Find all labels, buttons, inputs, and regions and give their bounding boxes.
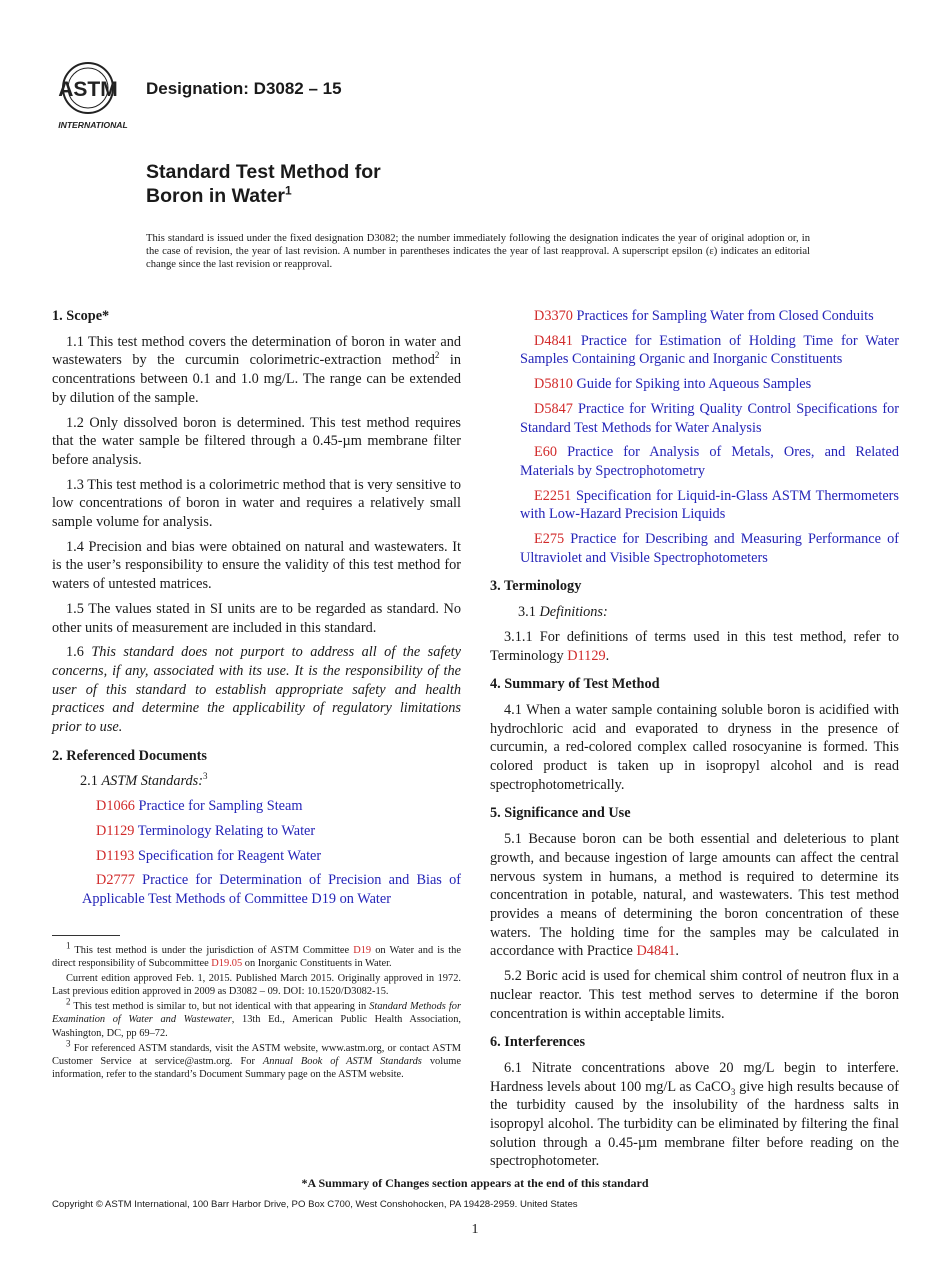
paragraph-4-1: 4.1 When a water sample containing soluble boron is acidified with hydrochloric acid and evaporated to dryness in the presence of curcumin, a red-colored complex called rosocyanine is formed. This colored product is taken up in isopropyl alcohol and is read spectrophotometrically. xyxy=(490,701,899,793)
footnote-3-book-title: Annual Book of ASTM Standards xyxy=(262,1055,422,1067)
p1-1-text-b: in concentrations between 0.1 and 1.0 mg/L. The range can be extended by dilution of the sample. xyxy=(52,352,461,406)
p5-1-text-a: 5.1 Because boron can be both essential and deleterious to plant growth, and because ingestion of large amounts can affect the central nervous system in humans, a method is required to determine its concentration in potable, natural, and wastewaters. This test method provides a means of determining the boron concentration of these waters. The holding time for the samples may be calculated in accordance with Practice xyxy=(490,831,899,960)
practice-link[interactable]: D4841 xyxy=(636,943,676,960)
reference-code[interactable]: D1193 xyxy=(96,847,135,864)
left-column xyxy=(52,307,461,915)
footnote-2-text-b: , 13th Ed., American Public Health Association, Washington, DC, pp 69–72. xyxy=(52,1014,461,1039)
paragraph-5-2: 5.2 Boric acid is used for chemical shim control of neutron flux in a nuclear reactor. This test method serves to determine if the boron concentration is within acceptable limits. xyxy=(490,968,899,1022)
reference-item[interactable] xyxy=(490,443,899,480)
astm-logo-icon xyxy=(52,58,134,132)
paragraph-6-1 xyxy=(490,1059,899,1171)
section-heading-significance: 5. Significance and Use xyxy=(490,805,631,822)
reference-item[interactable] xyxy=(490,400,899,437)
p3-1-1-text-b: . xyxy=(605,647,610,664)
footnote-divider xyxy=(52,935,120,936)
reference-code[interactable]: D5810 xyxy=(534,376,573,393)
footnote-2-source-title: Standard Methods for Examination of Water and Wastewater xyxy=(52,1001,461,1026)
title-footnote-mark[interactable]: 1 xyxy=(285,183,292,198)
footnote-2-text-a: This test method is similar to, but not identical with that appearing in xyxy=(70,1001,370,1013)
title-line-2-text: Boron in Water xyxy=(146,185,286,207)
copyright: Copyright © ASTM International, 100 Barr Harbor Drive, PO Box C700, West Conshohocken, PA 19428-2959. United States xyxy=(52,1199,578,1210)
document-title xyxy=(146,160,381,208)
section-heading-interferences: 6. Interferences xyxy=(490,1034,586,1051)
p1-6-num: 1.6 xyxy=(66,644,92,661)
paragraph-1-2: 1.2 Only dissolved boron is determined. This test method requires that the water sample be filtered through a 0.45-µm membrane filter before analysis. xyxy=(52,414,461,468)
p5-1-text-b: . xyxy=(675,943,679,960)
p6-1-text-b: give high results because of the turbidity caused by the insolubility of the hardness salts in isopropyl alcohol. The turbidity can be eliminated by filtering the final solution through a 0.45-µm membrane filter before reading on the spectrophotometer. xyxy=(490,1078,899,1170)
title-line-1: Standard Test Method for xyxy=(146,161,381,183)
section-heading-referenced-documents: 2. Referenced Documents xyxy=(52,747,207,764)
reference-title[interactable]: Practice for Describing and Measuring Performance of Ultraviolet and Visible Spectrophotometers xyxy=(520,531,899,566)
astm-logo xyxy=(52,58,134,132)
reference-item[interactable] xyxy=(52,847,461,866)
paragraph-1-4: 1.4 Precision and bias were obtained on natural and wastewaters. It is the user’s responsibility to ensure the validity of this test method for waters of untested matrices. xyxy=(52,538,461,593)
reference-code[interactable]: D1066 xyxy=(96,798,135,815)
designation: Designation: D3082 – 15 xyxy=(146,79,342,98)
footnote-ref-3[interactable]: 3 xyxy=(203,771,208,782)
paragraph-3-1-1 xyxy=(490,628,899,665)
subsection-3-1 xyxy=(490,603,899,622)
footnote-1-mark: 1 xyxy=(66,940,71,951)
footnote-1-text-b: on Water and is the direct responsibility of Subcommittee xyxy=(52,945,461,970)
reference-item[interactable] xyxy=(490,530,899,567)
reference-title[interactable]: Practice for Writing Quality Control Specifications for Standard Test Methods for Water Analysis xyxy=(520,400,899,436)
sub-3-1-num: 3.1 xyxy=(518,604,540,621)
p6-1-subscript: 3 xyxy=(730,1086,736,1097)
page-number: 1 xyxy=(471,1222,479,1237)
sub-3-1-label: Definitions: xyxy=(539,604,608,621)
footnote-1-text-a: This test method is under the jurisdiction of ASTM Committee xyxy=(70,945,354,956)
reference-title[interactable]: Practice for Analysis of Metals, Ores, and Related Materials by Spectrophotometry xyxy=(520,444,899,479)
reference-code[interactable]: D2777 xyxy=(96,872,135,889)
title-line-2 xyxy=(146,184,381,208)
p6-1-text-a: 6.1 Nitrate concentrations above 20 mg/L begin to interfere. Hardness levels about 100 mg/L as CaCO xyxy=(490,1059,899,1095)
paragraph-5-1 xyxy=(490,830,899,961)
paragraph-1-5: 1.5 The values stated in SI units are to be regarded as standard. No other units of measurement are included in this standard. xyxy=(52,600,461,636)
section-heading-summary: 4. Summary of Test Method xyxy=(490,676,660,693)
section-heading-scope: 1. Scope* xyxy=(52,308,110,324)
reference-code[interactable]: D3370 xyxy=(534,308,573,324)
subsection-2-1 xyxy=(52,772,461,791)
summary-of-changes-note: *A Summary of Changes section appears at the end of this standard xyxy=(301,1176,649,1190)
footnote-3 xyxy=(52,1038,461,1081)
paragraph-1-6 xyxy=(52,643,461,737)
footnote-3-mark: 3 xyxy=(66,1038,71,1049)
reference-title[interactable]: Practice for Estimation of Holding Time for Water Samples Containing Organic and Inorganic Constituents xyxy=(520,332,900,368)
p1-1-text-a: 1.1 This test method covers the determination of boron in water and wastewaters by the curcumin colorimetric-extraction method xyxy=(52,333,461,369)
footnotes xyxy=(52,940,461,1083)
p3-1-1-text-a: 3.1.1 For definitions of terms used in this test method, refer to Terminology xyxy=(490,628,899,664)
committee-link[interactable]: D19 xyxy=(353,945,372,956)
reference-item[interactable] xyxy=(52,822,461,841)
reference-item[interactable] xyxy=(52,871,461,908)
reference-title[interactable]: Specification for Liquid-in-Glass ASTM Thermometers with Low-Hazard Precision Liquids xyxy=(520,487,899,523)
reference-item[interactable] xyxy=(490,375,899,394)
reference-item[interactable] xyxy=(490,307,899,326)
footnote-2-mark: 2 xyxy=(66,996,71,1007)
terminology-link[interactable]: D1129 xyxy=(567,647,606,664)
section-heading-terminology: 3. Terminology xyxy=(490,578,582,595)
logo-text: ASTM xyxy=(58,78,118,101)
sub-2-1-num: 2.1 xyxy=(80,773,102,790)
footnote-1 xyxy=(52,940,461,970)
footnote-1-text-c: on Inorganic Constituents in Water. xyxy=(242,958,392,970)
footnote-1-edition: Current edition approved Feb. 1, 2015. Published March 2015. Originally approved in 1972. Last previous edition approved in 2009 as D3082 – 09. DOI: 10.1520/D3082-15. xyxy=(52,973,461,998)
reference-code[interactable]: E275 xyxy=(534,531,565,548)
paragraph-1-1 xyxy=(52,333,461,408)
issuance-notice: This standard is issued under the fixed designation D3082; the number immediately following the designation indicates the year of original adoption or, in the case of revision, the year of last revision. A number in parentheses indicates the year of last reapproval. A superscript epsilon (ε) indicates an editorial change since the last revision or reapproval. xyxy=(146,233,810,271)
footnote-ref-2[interactable]: 2 xyxy=(434,350,440,361)
paragraph-1-3: 1.3 This test method is a colorimetric method that is very sensitive to low concentrations of boron in water and requires a relatively small sample volume for analysis. xyxy=(52,476,461,531)
reference-item[interactable] xyxy=(490,487,899,524)
reference-code[interactable]: E2251 xyxy=(534,487,572,504)
reference-title[interactable]: Guide for Spiking into Aqueous Samples xyxy=(576,376,812,393)
right-column xyxy=(490,307,899,1177)
reference-code[interactable]: D4841 xyxy=(534,332,573,349)
reference-item[interactable] xyxy=(490,332,899,369)
reference-code[interactable]: D5847 xyxy=(534,400,573,417)
footnote-3-text-a: For referenced ASTM standards, visit the ASTM website, www.astm.org, or contact ASTM Customer Service at service@astm.org. For xyxy=(52,1042,461,1067)
reference-code[interactable]: D1129 xyxy=(96,822,135,839)
subcommittee-link[interactable]: D19.05 xyxy=(211,958,243,970)
reference-title[interactable]: Terminology Relating to Water xyxy=(137,822,316,839)
sub-2-1-label: ASTM Standards: xyxy=(101,773,203,790)
footnote-2 xyxy=(52,996,461,1039)
reference-item[interactable] xyxy=(52,797,461,816)
reference-title[interactable]: Practice for Sampling Steam xyxy=(138,798,303,815)
footnote-3-text-b: volume information, refer to the standard’s Document Summary page on the ASTM website. xyxy=(52,1055,461,1080)
reference-title[interactable]: Specification for Reagent Water xyxy=(137,847,322,864)
reference-code[interactable]: E60 xyxy=(534,444,558,461)
reference-title[interactable]: Practice for Determination of Precision and Bias of Applicable Test Methods of Committee D19 on Water xyxy=(82,872,461,907)
logo-subtext: INTERNATIONAL xyxy=(58,120,128,130)
p1-6-text: This standard does not purport to address all of the safety concerns, if any, associated with its use. It is the responsibility of the user of this standard to establish appropriate safety and health practices and determine the applicability of regulatory limitations prior to use. xyxy=(52,644,461,736)
reference-title[interactable]: Practices for Sampling Water from Closed Conduits xyxy=(576,308,874,324)
